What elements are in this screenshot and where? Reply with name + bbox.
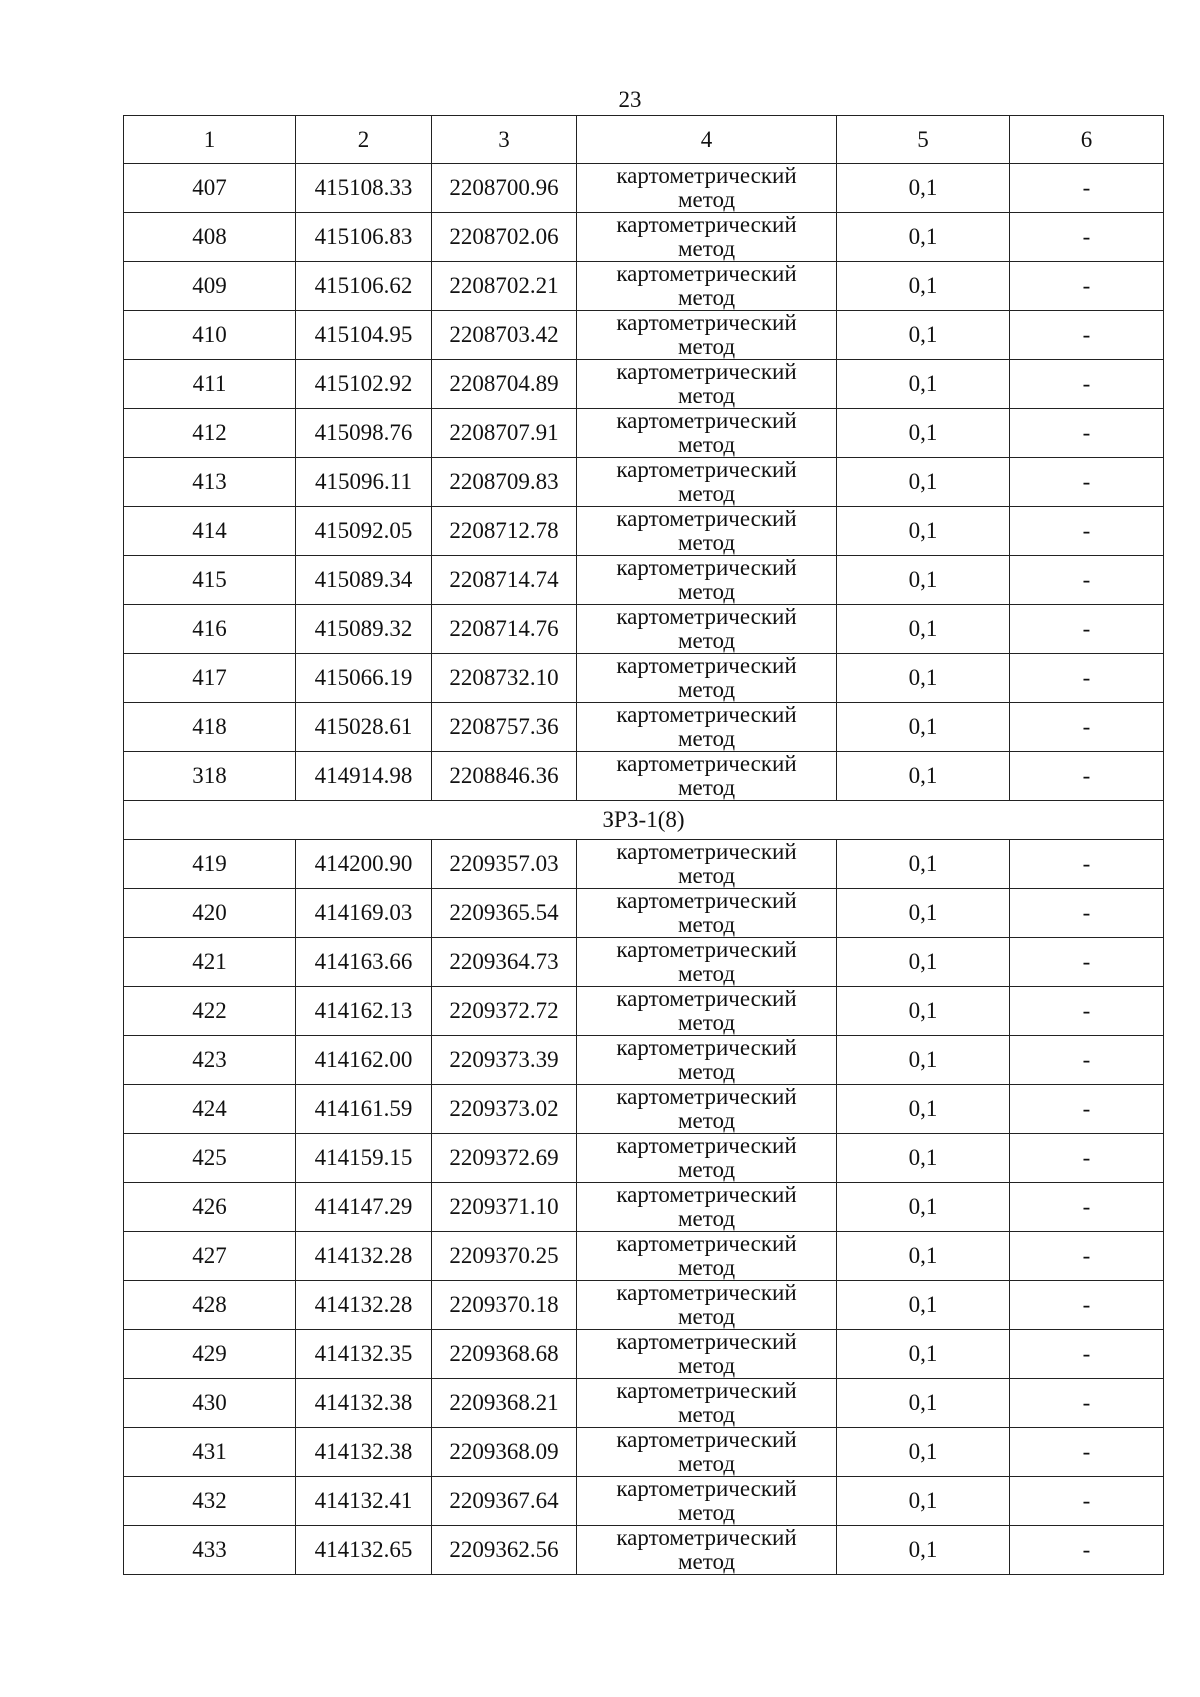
y-coordinate-cell: 2209368.21 xyxy=(432,1379,577,1428)
method-text-line1: картометрический xyxy=(616,359,797,384)
method-text-line1: картометрический xyxy=(616,310,797,335)
method-text-line1: картометрический xyxy=(616,888,797,913)
method-text-line2: метод xyxy=(677,1549,736,1574)
method-text-line2: метод xyxy=(677,775,736,800)
accuracy-cell: 0,1 xyxy=(837,213,1010,262)
point-number-cell: 428 xyxy=(124,1281,296,1330)
x-coordinate-cell: 414132.38 xyxy=(296,1428,432,1477)
point-number-cell: 419 xyxy=(124,840,296,889)
table-row xyxy=(124,703,1164,752)
method-text-line1: картометрический xyxy=(616,986,797,1011)
y-coordinate-cell: 2208732.10 xyxy=(432,654,577,703)
method-text-line1: картометрический xyxy=(616,1427,797,1452)
accuracy-cell: 0,1 xyxy=(837,556,1010,605)
table-row xyxy=(124,360,1164,409)
method-text-line1: картометрический xyxy=(616,653,797,678)
table-row xyxy=(124,1477,1164,1526)
x-coordinate-cell: 414163.66 xyxy=(296,938,432,987)
point-number-cell: 420 xyxy=(124,889,296,938)
method-cell xyxy=(577,752,837,801)
header-cell: 3 xyxy=(432,116,577,164)
method-cell xyxy=(577,409,837,458)
method-text-line2: метод xyxy=(677,1108,736,1133)
method-cell xyxy=(577,311,837,360)
note-cell: - xyxy=(1010,360,1164,409)
method-cell xyxy=(577,889,837,938)
note-cell: - xyxy=(1010,752,1164,801)
point-number-cell: 409 xyxy=(124,262,296,311)
y-coordinate-cell: 2208714.74 xyxy=(432,556,577,605)
table-header-row xyxy=(124,116,1164,164)
method-text-line1: картометрический xyxy=(616,1378,797,1403)
method-cell xyxy=(577,1526,837,1575)
x-coordinate-cell: 414132.41 xyxy=(296,1477,432,1526)
note-cell: - xyxy=(1010,987,1164,1036)
accuracy-cell: 0,1 xyxy=(837,1036,1010,1085)
table-row xyxy=(124,1330,1164,1379)
accuracy-cell: 0,1 xyxy=(837,1232,1010,1281)
x-coordinate-cell: 414169.03 xyxy=(296,889,432,938)
y-coordinate-cell: 2208702.21 xyxy=(432,262,577,311)
method-text-line1: картометрический xyxy=(616,604,797,629)
method-text-line1: картометрический xyxy=(616,702,797,727)
point-number-cell: 413 xyxy=(124,458,296,507)
x-coordinate-cell: 414132.35 xyxy=(296,1330,432,1379)
x-coordinate-cell: 414162.13 xyxy=(296,987,432,1036)
x-coordinate-cell: 415096.11 xyxy=(296,458,432,507)
y-coordinate-cell: 2208709.83 xyxy=(432,458,577,507)
method-text-line2: метод xyxy=(677,579,736,604)
y-coordinate-cell: 2208712.78 xyxy=(432,507,577,556)
table-row xyxy=(124,889,1164,938)
y-coordinate-cell: 2209362.56 xyxy=(432,1526,577,1575)
x-coordinate-cell: 414132.28 xyxy=(296,1281,432,1330)
method-cell xyxy=(577,1477,837,1526)
table-row xyxy=(124,1183,1164,1232)
method-cell xyxy=(577,1183,837,1232)
x-coordinate-cell: 415108.33 xyxy=(296,164,432,213)
table-row xyxy=(124,938,1164,987)
table-row xyxy=(124,752,1164,801)
x-coordinate-cell: 415098.76 xyxy=(296,409,432,458)
method-text-line1: картометрический xyxy=(616,1133,797,1158)
method-text-line2: метод xyxy=(677,961,736,986)
accuracy-cell: 0,1 xyxy=(837,1428,1010,1477)
method-text-line1: картометрический xyxy=(616,212,797,237)
accuracy-cell: 0,1 xyxy=(837,164,1010,213)
y-coordinate-cell: 2209373.02 xyxy=(432,1085,577,1134)
header-cell: 4 xyxy=(577,116,837,164)
note-cell: - xyxy=(1010,938,1164,987)
method-text-line2: метод xyxy=(677,677,736,702)
note-cell: - xyxy=(1010,703,1164,752)
y-coordinate-cell: 2208700.96 xyxy=(432,164,577,213)
method-text-line2: метод xyxy=(677,481,736,506)
header-cell: 6 xyxy=(1010,116,1164,164)
method-text-line1: картометрический xyxy=(616,163,797,188)
accuracy-cell: 0,1 xyxy=(837,507,1010,556)
method-text-line1: картометрический xyxy=(616,457,797,482)
note-cell: - xyxy=(1010,889,1164,938)
method-text-line2: метод xyxy=(677,285,736,310)
method-cell xyxy=(577,840,837,889)
y-coordinate-cell: 2209370.18 xyxy=(432,1281,577,1330)
point-number-cell: 433 xyxy=(124,1526,296,1575)
note-cell: - xyxy=(1010,458,1164,507)
accuracy-cell: 0,1 xyxy=(837,1085,1010,1134)
table-row xyxy=(124,1281,1164,1330)
method-text-line2: метод xyxy=(677,1255,736,1280)
accuracy-cell: 0,1 xyxy=(837,1281,1010,1330)
method-text-line1: картометрический xyxy=(616,506,797,531)
table-row xyxy=(124,507,1164,556)
accuracy-cell: 0,1 xyxy=(837,262,1010,311)
note-cell: - xyxy=(1010,1477,1164,1526)
y-coordinate-cell: 2208757.36 xyxy=(432,703,577,752)
method-cell xyxy=(577,213,837,262)
method-text-line2: метод xyxy=(677,1206,736,1231)
y-coordinate-cell: 2209373.39 xyxy=(432,1036,577,1085)
point-number-cell: 431 xyxy=(124,1428,296,1477)
method-cell xyxy=(577,164,837,213)
y-coordinate-cell: 2209368.68 xyxy=(432,1330,577,1379)
accuracy-cell: 0,1 xyxy=(837,840,1010,889)
note-cell: - xyxy=(1010,1183,1164,1232)
point-number-cell: 417 xyxy=(124,654,296,703)
x-coordinate-cell: 415089.32 xyxy=(296,605,432,654)
method-cell xyxy=(577,262,837,311)
accuracy-cell: 0,1 xyxy=(837,311,1010,360)
table-row xyxy=(124,1134,1164,1183)
table-row xyxy=(124,213,1164,262)
y-coordinate-cell: 2209365.54 xyxy=(432,889,577,938)
accuracy-cell: 0,1 xyxy=(837,1134,1010,1183)
method-text-line2: метод xyxy=(677,628,736,653)
x-coordinate-cell: 415102.92 xyxy=(296,360,432,409)
note-cell: - xyxy=(1010,409,1164,458)
method-text-line1: картометрический xyxy=(616,1525,797,1550)
method-text-line2: метод xyxy=(677,383,736,408)
y-coordinate-cell: 2209368.09 xyxy=(432,1428,577,1477)
point-number-cell: 424 xyxy=(124,1085,296,1134)
method-cell xyxy=(577,1232,837,1281)
x-coordinate-cell: 414161.59 xyxy=(296,1085,432,1134)
accuracy-cell: 0,1 xyxy=(837,938,1010,987)
y-coordinate-cell: 2208846.36 xyxy=(432,752,577,801)
method-text-line1: картометрический xyxy=(616,937,797,962)
x-coordinate-cell: 414162.00 xyxy=(296,1036,432,1085)
table-row xyxy=(124,1232,1164,1281)
y-coordinate-cell: 2208704.89 xyxy=(432,360,577,409)
x-coordinate-cell: 414159.15 xyxy=(296,1134,432,1183)
method-text-line1: картометрический xyxy=(616,1476,797,1501)
table-row xyxy=(124,1379,1164,1428)
y-coordinate-cell: 2208707.91 xyxy=(432,409,577,458)
method-text-line1: картометрический xyxy=(616,555,797,580)
method-text-line2: метод xyxy=(677,1010,736,1035)
table-row xyxy=(124,556,1164,605)
table-row xyxy=(124,987,1164,1036)
accuracy-cell: 0,1 xyxy=(837,458,1010,507)
note-cell: - xyxy=(1010,605,1164,654)
x-coordinate-cell: 415104.95 xyxy=(296,311,432,360)
point-number-cell: 411 xyxy=(124,360,296,409)
method-cell xyxy=(577,556,837,605)
table-row xyxy=(124,262,1164,311)
accuracy-cell: 0,1 xyxy=(837,654,1010,703)
accuracy-cell: 0,1 xyxy=(837,1477,1010,1526)
x-coordinate-cell: 414914.98 xyxy=(296,752,432,801)
point-number-cell: 412 xyxy=(124,409,296,458)
method-text-line1: картометрический xyxy=(616,408,797,433)
point-number-cell: 426 xyxy=(124,1183,296,1232)
x-coordinate-cell: 414132.28 xyxy=(296,1232,432,1281)
method-text-line1: картометрический xyxy=(616,1280,797,1305)
header-cell: 2 xyxy=(296,116,432,164)
method-text-line2: метод xyxy=(677,1353,736,1378)
accuracy-cell: 0,1 xyxy=(837,987,1010,1036)
x-coordinate-cell: 415106.83 xyxy=(296,213,432,262)
x-coordinate-cell: 414132.65 xyxy=(296,1526,432,1575)
method-text-line1: картометрический xyxy=(616,1182,797,1207)
x-coordinate-cell: 414200.90 xyxy=(296,840,432,889)
note-cell: - xyxy=(1010,654,1164,703)
y-coordinate-cell: 2209372.72 xyxy=(432,987,577,1036)
method-text-line1: картометрический xyxy=(616,1035,797,1060)
y-coordinate-cell: 2209372.69 xyxy=(432,1134,577,1183)
method-cell xyxy=(577,987,837,1036)
method-text-line2: метод xyxy=(677,1059,736,1084)
table-row xyxy=(124,1428,1164,1477)
point-number-cell: 407 xyxy=(124,164,296,213)
table-row xyxy=(124,458,1164,507)
point-number-cell: 425 xyxy=(124,1134,296,1183)
accuracy-cell: 0,1 xyxy=(837,752,1010,801)
x-coordinate-cell: 414132.38 xyxy=(296,1379,432,1428)
table-row xyxy=(124,654,1164,703)
method-text-line2: метод xyxy=(677,236,736,261)
point-number-cell: 429 xyxy=(124,1330,296,1379)
table-row xyxy=(124,164,1164,213)
table-row xyxy=(124,1085,1164,1134)
page-number: 23 xyxy=(618,87,642,112)
method-text-line2: метод xyxy=(677,863,736,888)
accuracy-cell: 0,1 xyxy=(837,360,1010,409)
method-text-line1: картометрический xyxy=(616,839,797,864)
x-coordinate-cell: 415028.61 xyxy=(296,703,432,752)
note-cell: - xyxy=(1010,1379,1164,1428)
method-text-line2: метод xyxy=(677,334,736,359)
note-cell: - xyxy=(1010,213,1164,262)
note-cell: - xyxy=(1010,507,1164,556)
method-text-line1: картометрический xyxy=(616,261,797,286)
x-coordinate-cell: 415066.19 xyxy=(296,654,432,703)
method-text-line1: картометрический xyxy=(616,1084,797,1109)
method-text-line2: метод xyxy=(677,432,736,457)
coordinates-table xyxy=(123,115,1164,1575)
note-cell: - xyxy=(1010,164,1164,213)
accuracy-cell: 0,1 xyxy=(837,409,1010,458)
method-text-line1: картометрический xyxy=(616,751,797,776)
method-cell xyxy=(577,458,837,507)
accuracy-cell: 0,1 xyxy=(837,1330,1010,1379)
point-number-cell: 415 xyxy=(124,556,296,605)
accuracy-cell: 0,1 xyxy=(837,1526,1010,1575)
table-row xyxy=(124,840,1164,889)
y-coordinate-cell: 2208703.42 xyxy=(432,311,577,360)
header-cell: 5 xyxy=(837,116,1010,164)
method-cell xyxy=(577,703,837,752)
y-coordinate-cell: 2209371.10 xyxy=(432,1183,577,1232)
method-cell xyxy=(577,507,837,556)
method-cell xyxy=(577,1428,837,1477)
method-cell xyxy=(577,1036,837,1085)
y-coordinate-cell: 2209367.64 xyxy=(432,1477,577,1526)
method-cell xyxy=(577,1379,837,1428)
point-number-cell: 416 xyxy=(124,605,296,654)
note-cell: - xyxy=(1010,1085,1164,1134)
method-text-line2: метод xyxy=(677,912,736,937)
method-cell xyxy=(577,1134,837,1183)
method-text-line2: метод xyxy=(677,530,736,555)
method-cell xyxy=(577,654,837,703)
accuracy-cell: 0,1 xyxy=(837,1379,1010,1428)
table-row xyxy=(124,605,1164,654)
x-coordinate-cell: 415106.62 xyxy=(296,262,432,311)
method-text-line2: метод xyxy=(677,1451,736,1476)
point-number-cell: 423 xyxy=(124,1036,296,1085)
point-number-cell: 422 xyxy=(124,987,296,1036)
accuracy-cell: 0,1 xyxy=(837,889,1010,938)
accuracy-cell: 0,1 xyxy=(837,605,1010,654)
table-row xyxy=(124,409,1164,458)
x-coordinate-cell: 415092.05 xyxy=(296,507,432,556)
note-cell: - xyxy=(1010,1036,1164,1085)
method-cell xyxy=(577,938,837,987)
table-row xyxy=(124,1526,1164,1575)
table-row xyxy=(124,1036,1164,1085)
method-text-line2: метод xyxy=(677,1402,736,1427)
point-number-cell: 427 xyxy=(124,1232,296,1281)
note-cell: - xyxy=(1010,1281,1164,1330)
method-text-line1: картометрический xyxy=(616,1231,797,1256)
point-number-cell: 430 xyxy=(124,1379,296,1428)
section-title: ЗРЗ-1(8) xyxy=(124,801,1164,840)
point-number-cell: 410 xyxy=(124,311,296,360)
method-text-line2: метод xyxy=(677,726,736,751)
point-number-cell: 421 xyxy=(124,938,296,987)
accuracy-cell: 0,1 xyxy=(837,703,1010,752)
y-coordinate-cell: 2209364.73 xyxy=(432,938,577,987)
header-cell: 1 xyxy=(124,116,296,164)
point-number-cell: 414 xyxy=(124,507,296,556)
table-row xyxy=(124,311,1164,360)
method-cell xyxy=(577,1085,837,1134)
method-text-line2: метод xyxy=(677,1304,736,1329)
method-cell xyxy=(577,1281,837,1330)
point-number-cell: 432 xyxy=(124,1477,296,1526)
method-cell xyxy=(577,605,837,654)
method-text-line2: метод xyxy=(677,1500,736,1525)
note-cell: - xyxy=(1010,1330,1164,1379)
y-coordinate-cell: 2209357.03 xyxy=(432,840,577,889)
y-coordinate-cell: 2209370.25 xyxy=(432,1232,577,1281)
method-text-line2: метод xyxy=(677,1157,736,1182)
method-text-line2: метод xyxy=(677,187,736,212)
x-coordinate-cell: 415089.34 xyxy=(296,556,432,605)
point-number-cell: 418 xyxy=(124,703,296,752)
method-text-line1: картометрический xyxy=(616,1329,797,1354)
y-coordinate-cell: 2208702.06 xyxy=(432,213,577,262)
note-cell: - xyxy=(1010,556,1164,605)
note-cell: - xyxy=(1010,1526,1164,1575)
note-cell: - xyxy=(1010,262,1164,311)
note-cell: - xyxy=(1010,840,1164,889)
x-coordinate-cell: 414147.29 xyxy=(296,1183,432,1232)
method-cell xyxy=(577,360,837,409)
section-row xyxy=(124,801,1164,840)
point-number-cell: 408 xyxy=(124,213,296,262)
note-cell: - xyxy=(1010,1428,1164,1477)
accuracy-cell: 0,1 xyxy=(837,1183,1010,1232)
y-coordinate-cell: 2208714.76 xyxy=(432,605,577,654)
note-cell: - xyxy=(1010,311,1164,360)
note-cell: - xyxy=(1010,1232,1164,1281)
point-number-cell: 318 xyxy=(124,752,296,801)
note-cell: - xyxy=(1010,1134,1164,1183)
method-cell xyxy=(577,1330,837,1379)
